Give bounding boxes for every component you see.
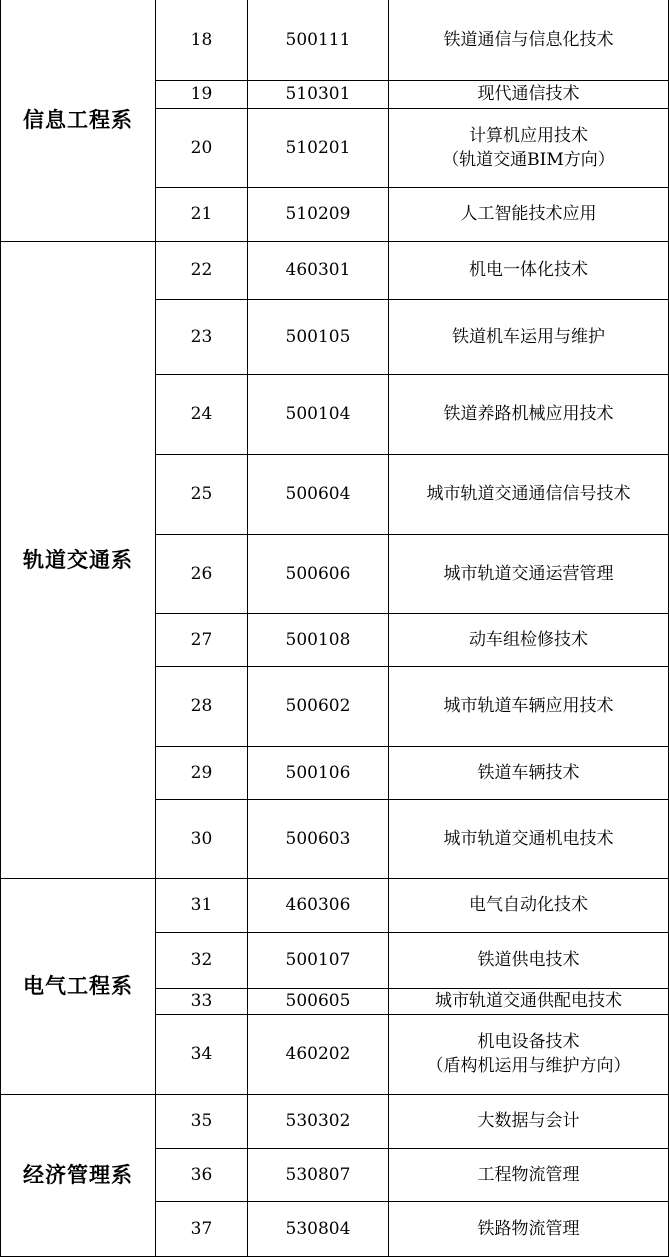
major-code: 500604: [248, 454, 389, 534]
row-number: 34: [156, 1014, 248, 1094]
major-name: 动车组检修技术: [389, 613, 669, 666]
table-row: [1, 241, 669, 299]
major-name: 电气自动化技术: [389, 878, 669, 932]
major-name: 铁道供电技术: [389, 932, 669, 988]
major-code: 460301: [248, 241, 389, 299]
major-name: 铁道车辆技术: [389, 746, 669, 799]
department-cell: 轨道交通系: [1, 241, 156, 878]
major-code: 460202: [248, 1014, 389, 1094]
table-row: [1, 0, 669, 80]
major-code: 510201: [248, 108, 389, 187]
major-name: 铁道机车运用与维护: [389, 299, 669, 374]
row-number: 20: [156, 108, 248, 187]
row-number: 29: [156, 746, 248, 799]
major-code: 500106: [248, 746, 389, 799]
major-name: 工程物流管理: [389, 1148, 669, 1201]
table-row: [1, 1094, 669, 1148]
major-name: 人工智能技术应用: [389, 187, 669, 241]
major-code: 510209: [248, 187, 389, 241]
row-number: 37: [156, 1201, 248, 1256]
major-code: 500107: [248, 932, 389, 988]
table-row: [1, 878, 669, 932]
row-number: 24: [156, 374, 248, 454]
row-number: 31: [156, 878, 248, 932]
major-code: 530807: [248, 1148, 389, 1201]
major-code: 500104: [248, 374, 389, 454]
major-code: 510301: [248, 80, 389, 108]
major-name: 铁道通信与信息化技术: [389, 0, 669, 80]
major-code: 500603: [248, 799, 389, 878]
major-code: 500606: [248, 534, 389, 613]
major-name: 大数据与会计: [389, 1094, 669, 1148]
major-code: 530302: [248, 1094, 389, 1148]
major-name: 机电设备技术 （盾构机运用与维护方向）: [389, 1014, 669, 1094]
row-number: 32: [156, 932, 248, 988]
row-number: 35: [156, 1094, 248, 1148]
major-name: 城市轨道交通机电技术: [389, 799, 669, 878]
major-name: 现代通信技术: [389, 80, 669, 108]
major-code: 500111: [248, 0, 389, 80]
row-number: 30: [156, 799, 248, 878]
row-number: 22: [156, 241, 248, 299]
department-cell: 信息工程系: [1, 0, 156, 241]
major-code: 500105: [248, 299, 389, 374]
major-name: 城市轨道交通运营管理: [389, 534, 669, 613]
row-number: 18: [156, 0, 248, 80]
major-code: 530804: [248, 1201, 389, 1256]
row-number: 26: [156, 534, 248, 613]
row-number: 21: [156, 187, 248, 241]
major-name: 城市轨道车辆应用技术: [389, 666, 669, 746]
department-cell: 经济管理系: [1, 1094, 156, 1256]
major-name: 机电一体化技术: [389, 241, 669, 299]
major-code: 500605: [248, 988, 389, 1014]
row-number: 19: [156, 80, 248, 108]
row-number: 36: [156, 1148, 248, 1201]
major-name: 城市轨道交通通信信号技术: [389, 454, 669, 534]
major-name: 计算机应用技术 （轨道交通BIM方向）: [389, 108, 669, 187]
major-code: 500108: [248, 613, 389, 666]
row-number: 27: [156, 613, 248, 666]
major-name: 铁路物流管理: [389, 1201, 669, 1256]
major-code: 500602: [248, 666, 389, 746]
major-name: 铁道养路机械应用技术: [389, 374, 669, 454]
row-number: 28: [156, 666, 248, 746]
major-name: 城市轨道交通供配电技术: [389, 988, 669, 1014]
row-number: 33: [156, 988, 248, 1014]
department-cell: 电气工程系: [1, 878, 156, 1094]
major-code: 460306: [248, 878, 389, 932]
row-number: 23: [156, 299, 248, 374]
row-number: 25: [156, 454, 248, 534]
